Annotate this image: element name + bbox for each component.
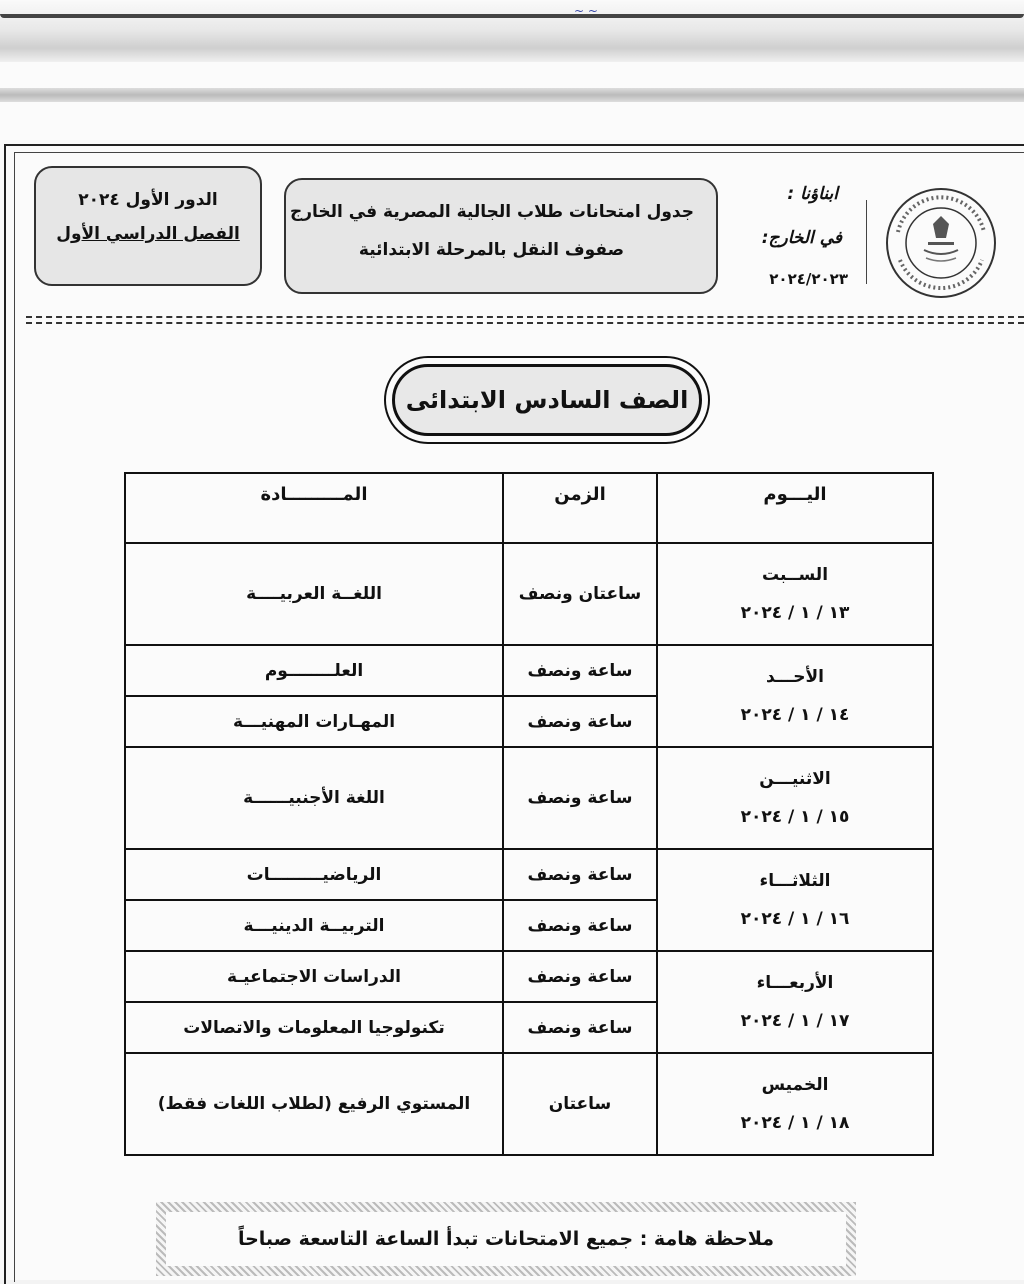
day-cell <box>657 543 933 645</box>
exam-round-box <box>34 166 262 286</box>
time-cell: ساعة ونصف <box>503 849 657 900</box>
header-divider <box>866 200 867 284</box>
table-row <box>125 747 933 849</box>
day-date: ١٤ / ١ / ٢٠٢٤ <box>740 705 850 725</box>
day-cell <box>657 645 933 747</box>
brand-line-2: في الخارج: <box>761 228 842 248</box>
document-subtitle: صفوف النقل بالمرحلة الابتدائية <box>358 240 624 260</box>
time-cell: ساعة ونصف <box>503 696 657 747</box>
exam-round: الدور الأول ٢٠٢٤ <box>78 190 218 210</box>
day-name: الاثنيـــن <box>759 769 831 789</box>
subject-cell: العلــــــــوم <box>125 645 503 696</box>
previous-page-strip <box>0 0 1024 62</box>
time-cell: ساعة ونصف <box>503 1002 657 1053</box>
header-day: اليـــوم <box>657 473 933 543</box>
time-cell: ساعة ونصف <box>503 747 657 849</box>
subject-cell: الدراسات الاجتماعيـة <box>125 951 503 1002</box>
subject-cell: اللغــة العربيــــة <box>125 543 503 645</box>
header-subject: المـــــــــادة <box>125 473 503 543</box>
subject-cell: المستوي الرفيع (لطلاب اللغات فقط) <box>125 1053 503 1155</box>
day-cell <box>657 1053 933 1155</box>
day-cell <box>657 747 933 849</box>
time-cell: ساعة ونصف <box>503 900 657 951</box>
academic-year: ٢٠٢٤/٢٠٢٣ <box>769 270 848 288</box>
day-date: ١٣ / ١ / ٢٠٢٤ <box>740 603 850 623</box>
day-date: ١٧ / ١ / ٢٠٢٤ <box>740 1011 850 1031</box>
header-separator <box>26 316 1024 324</box>
time-cell: ساعة ونصف <box>503 645 657 696</box>
table-row <box>125 645 933 696</box>
page-frame-inner-left <box>14 152 15 1282</box>
subject-cell: المهـارات المهنيـــة <box>125 696 503 747</box>
title-box <box>284 178 718 294</box>
ministry-seal-icon <box>884 182 998 304</box>
day-name: الخميس <box>761 1075 829 1095</box>
day-cell <box>657 849 933 951</box>
day-date: ١٨ / ١ / ٢٠٢٤ <box>740 1113 850 1133</box>
semester: الفصل الدراسي الأول <box>56 224 240 244</box>
day-cell <box>657 951 933 1053</box>
table-row <box>125 951 933 1002</box>
time-cell: ساعتان <box>503 1053 657 1155</box>
grade-banner <box>384 356 710 444</box>
time-cell: ساعة ونصف <box>503 951 657 1002</box>
page-gap <box>0 62 1024 122</box>
subject-cell: تكنولوجيا المعلومات والاتصالات <box>125 1002 503 1053</box>
header-time: الزمن <box>503 473 657 543</box>
page-frame-inner-top <box>14 152 1024 153</box>
document-title: جدول امتحانات طلاب الجالية المصرية في الخارج <box>290 202 694 222</box>
page-frame-left <box>4 144 6 1284</box>
table-header-row <box>125 473 933 543</box>
page-edge <box>0 14 1024 18</box>
program-brand <box>738 180 848 290</box>
subject-cell: اللغة الأجنبيــــــة <box>125 747 503 849</box>
pen-mark: ~ ~ <box>574 4 598 18</box>
day-name: الســبت <box>761 565 829 585</box>
fold-line <box>0 88 1024 102</box>
page-frame-top <box>4 144 1024 146</box>
brand-line-1: ابناؤنا : <box>787 184 838 204</box>
day-date: ١٦ / ١ / ٢٠٢٤ <box>740 909 850 929</box>
table-row <box>125 543 933 645</box>
subject-cell: التربيــة الدينيـــة <box>125 900 503 951</box>
table-row <box>125 849 933 900</box>
day-date: ١٥ / ١ / ٢٠٢٤ <box>740 807 850 827</box>
day-name: الأربعـــاء <box>756 973 834 993</box>
grade-title: الصف السادس الابتدائى <box>392 364 702 436</box>
time-cell: ساعتان ونصف <box>503 543 657 645</box>
exam-schedule-table <box>124 472 934 1156</box>
day-name: الأحـــد <box>766 667 824 687</box>
important-note-box <box>156 1202 856 1276</box>
table-row <box>125 1053 933 1155</box>
day-name: الثلاثـــاء <box>759 871 831 891</box>
subject-cell: الرياضيـــــــــات <box>125 849 503 900</box>
important-note: ملاحظة هامة : جميع الامتحانات تبدأ الساعة التاسعة صباحاً <box>166 1212 846 1266</box>
